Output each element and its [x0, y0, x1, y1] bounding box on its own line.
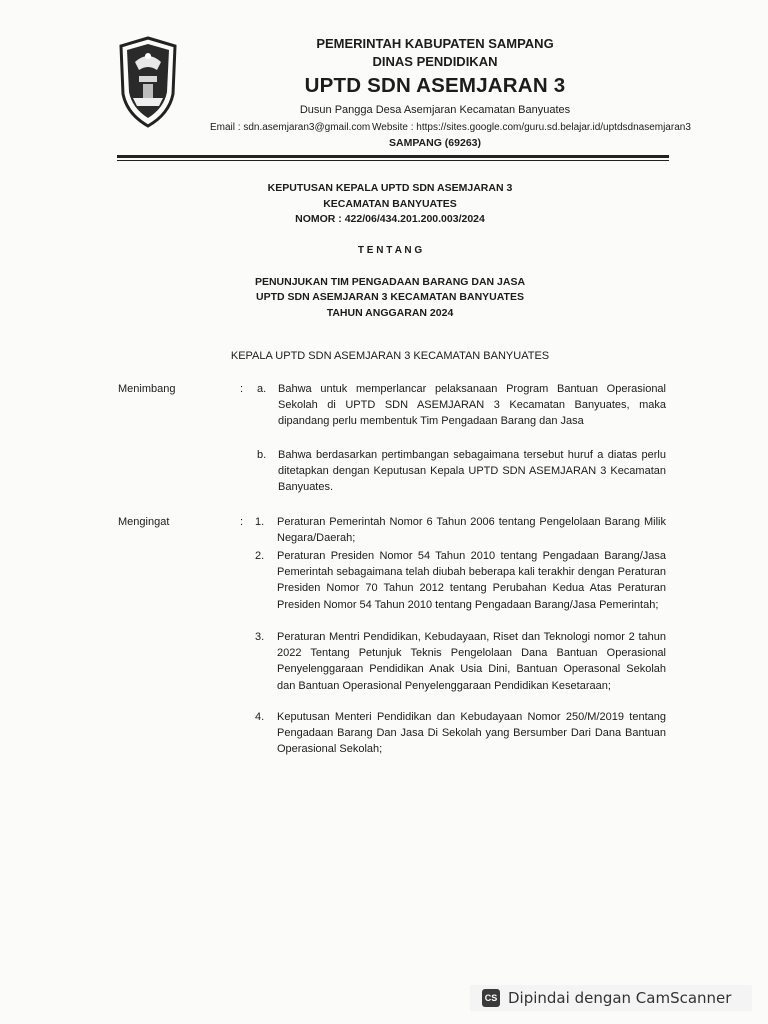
- decree-number: NOMOR : 422/06/434.201.200.003/2024: [295, 213, 485, 225]
- camscanner-watermark: [470, 985, 752, 1011]
- header-rule-thick: [117, 155, 669, 158]
- menimbang-label: Menimbang: [118, 383, 176, 395]
- mengingat-item-mark: 2.: [255, 550, 265, 562]
- mengingat-item-mark: 4.: [255, 711, 265, 723]
- government-name: PEMERINTAH KABUPATEN SAMPANG: [316, 36, 554, 51]
- menimbang-item-text: Bahwa untuk memperlancar pelaksanaan Program Bantuan Operasional Sekolah di UPTD SDN ASEMJARAN 3 Kecamatan Banyuates, maka dipandang perlu membentuk Tim Pengadaan Barang dan Jasa: [278, 383, 666, 428]
- menimbang-item-text: Bahwa berdasarkan pertimbangan sebagaimana tersebut huruf a diatas perlu ditetapkan dengan Keputusan Kepala UPTD SDN ASEMJARAN 3 Kecamatan Banyuates.: [278, 449, 666, 494]
- city-postcode: SAMPANG (69263): [389, 137, 481, 149]
- subject-line-2: UPTD SDN ASEMJARAN 3 KECAMATAN BANYUATES: [256, 291, 524, 303]
- mengingat-item-text: Peraturan Presiden Nomor 54 Tahun 2010 tentang Pengadaan Barang/Jasa Pemerintah sebagaimana telah diubah beberapa kali terakhir dengan Peraturan Presiden Nomor 70 Tahun 2012 tentang Perubahan Kedua Atas Peraturan Presiden Nomor 54 Tahun 2010 tentang Pengadaan Barang/Jasa Pemerintah;: [277, 550, 666, 611]
- header-rule-thin: [117, 160, 669, 161]
- school-website: Website : https://sites.google.com/guru.sd.belajar.id/uptdsdnasemjaran3: [372, 122, 691, 133]
- decree-issuer: KEPALA UPTD SDN ASEMJARAN 3 KECAMATAN BANYUATES: [230, 350, 550, 362]
- mengingat-item-mark: 1.: [255, 516, 265, 528]
- menimbang-item-mark: a.: [257, 383, 267, 395]
- mengingat-item-text: Peraturan Pemerintah Nomor 6 Tahun 2006 tentang Pengelolaan Barang Milik Negara/Daerah;: [277, 516, 666, 545]
- mengingat-item-text: Keputusan Menteri Pendidikan dan Kebudayaan Nomor 250/M/2019 tentang Pengadaan Barang Dan Jasa Di Sekolah yang Bersumber Dari Dana Bantuan Operasional Sekolah;: [277, 711, 666, 756]
- decree-about: T E N T A N G: [357, 245, 423, 256]
- subject-line-3: TAHUN ANGGARAN 2024: [326, 307, 454, 319]
- menimbang-item-mark: b.: [257, 449, 267, 461]
- mengingat-colon: :: [240, 516, 244, 528]
- camscanner-logo-icon: CS: [482, 989, 500, 1007]
- menimbang-colon: :: [240, 383, 244, 395]
- school-address: Dusun Pangga Desa Asemjaran Kecamatan Banyuates: [299, 104, 571, 116]
- mengingat-label: Mengingat: [118, 516, 170, 528]
- mengingat-item-mark: 3.: [255, 631, 265, 643]
- subject-line-1: PENUNJUKAN TIM PENGADAAN BARANG DAN JASA: [254, 276, 526, 288]
- decree-title: KEPUTUSAN KEPALA UPTD SDN ASEMJARAN 3: [267, 182, 513, 194]
- mengingat-item-text: Peraturan Mentri Pendidikan, Kebudayaan, Riset dan Teknologi nomor 2 tahun 2022 Tentang Petunjuk Teknis Pengelolaan Dana Bantuan Operasional Penyelenggaraan Pendidikan Anak Usia Dini, Bantuan Operasonal Sekolah dan Bantuan Operasional Penyelenggaraan Pendidikan Kesetaraan;: [277, 631, 666, 692]
- decree-district: KECAMATAN BANYUATES: [323, 198, 457, 210]
- school-name: UPTD SDN ASEMJARAN 3: [304, 74, 566, 97]
- regency-emblem-icon: [117, 36, 179, 128]
- school-email: Email : sdn.asemjaran3@gmail.com: [210, 122, 371, 133]
- camscanner-text: Dipindai dengan CamScanner: [508, 989, 732, 1007]
- department-name: DINAS PENDIDIKAN: [372, 54, 498, 69]
